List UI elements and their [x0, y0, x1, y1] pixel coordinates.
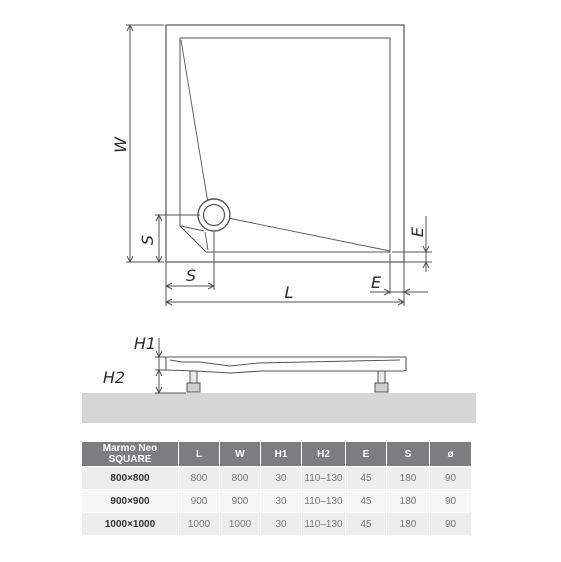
label-s-horizontal: S: [185, 266, 197, 285]
slope-line-lower: [228, 218, 390, 251]
drain: [198, 199, 230, 231]
cell-s: 180: [387, 467, 430, 490]
label-w: W: [111, 137, 130, 153]
col-h1: H1: [261, 442, 302, 467]
col-s: S: [387, 442, 430, 467]
cell-h2: 110–130: [302, 467, 346, 490]
table-row: [82, 490, 472, 513]
col-w: W: [220, 442, 261, 467]
tray-top-view: [166, 25, 404, 262]
label-l: L: [284, 283, 294, 302]
tray-side-view: [166, 357, 406, 373]
col-l: L: [179, 442, 220, 467]
tray-legs: [187, 371, 388, 392]
slope-line-diag-2: [205, 232, 208, 250]
cell-l: 900: [179, 490, 220, 513]
leg-left-foot: [187, 383, 200, 392]
label-s-vertical: S: [138, 234, 157, 246]
cell-diameter: 90: [430, 467, 472, 490]
slope-line-upper: [181, 40, 208, 203]
label-e-vertical: E: [408, 226, 427, 238]
cell-h1: 30: [261, 490, 302, 513]
leg-right-foot: [375, 383, 388, 392]
label-h2: H2: [102, 368, 126, 387]
drain-inner: [204, 205, 225, 226]
cell-l: 1000: [179, 513, 220, 536]
cell-l: 800: [179, 467, 220, 490]
label-e-horizontal: E: [370, 273, 382, 292]
cell-diameter: 90: [430, 513, 472, 536]
label-h1: H1: [133, 334, 157, 353]
cell-e: 45: [346, 467, 387, 490]
cell-h1: 30: [261, 513, 302, 536]
table-row: [82, 467, 472, 490]
col-diameter: ø: [430, 442, 472, 467]
cell-e: 45: [346, 513, 387, 536]
cell-model: 1000×1000: [82, 513, 179, 536]
cell-w: 1000: [220, 513, 261, 536]
cell-s: 180: [387, 490, 430, 513]
cell-s: 180: [387, 513, 430, 536]
spec-table-header: [82, 442, 472, 467]
cell-w: 800: [220, 467, 261, 490]
cell-model: 900×900: [82, 490, 179, 513]
cell-model: 800×800: [82, 467, 179, 490]
col-e: E: [346, 442, 387, 467]
cell-h2: 110–130: [302, 513, 346, 536]
dimension-w: [126, 25, 164, 262]
cell-h1: 30: [261, 467, 302, 490]
dimension-e-vertical: [392, 216, 432, 272]
floor: [82, 393, 476, 423]
leg-right: [378, 371, 385, 383]
spec-table: [82, 442, 472, 535]
cell-diameter: 90: [430, 490, 472, 513]
cell-h2: 110–130: [302, 490, 346, 513]
tray-profile: [166, 357, 406, 373]
cell-e: 45: [346, 490, 387, 513]
cell-w: 900: [220, 490, 261, 513]
tray-outer-outline: [166, 25, 404, 262]
leg-left: [190, 371, 197, 383]
col-model: Marmo Neo SQUARE: [82, 442, 179, 467]
col-h2: H2: [302, 442, 346, 467]
dimension-s-vertical: [155, 215, 200, 262]
table-row: [82, 513, 472, 536]
